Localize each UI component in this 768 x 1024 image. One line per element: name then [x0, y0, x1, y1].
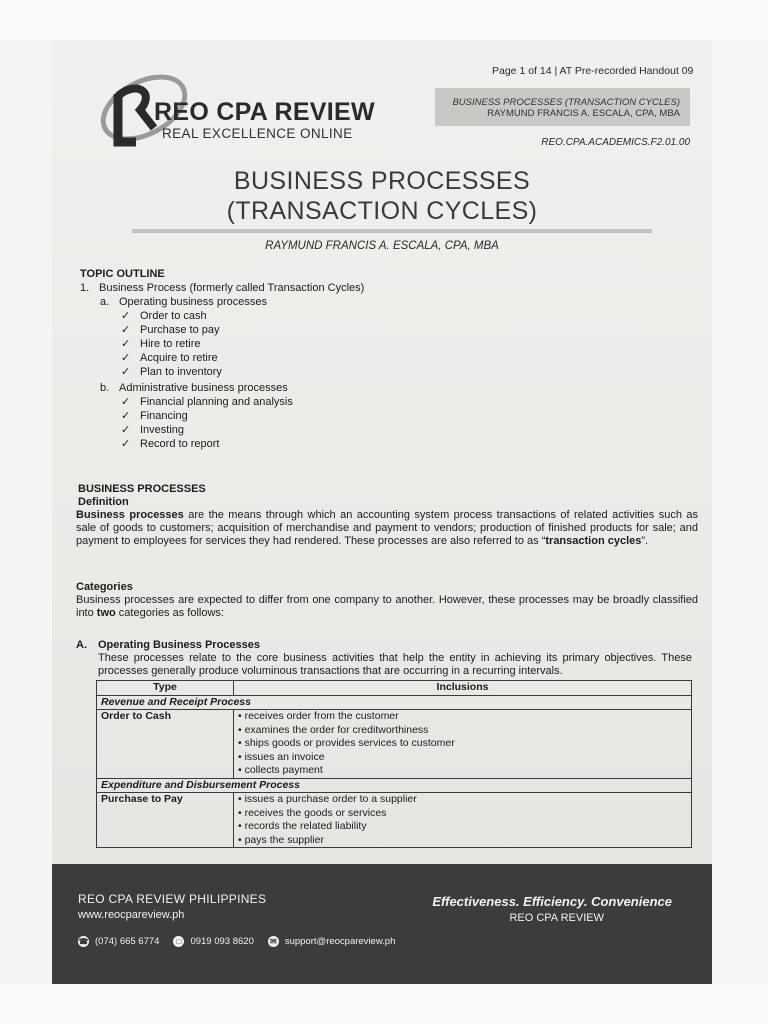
outline-a-item: Purchase to pay	[140, 324, 220, 336]
photo-background-bottom	[0, 984, 768, 1024]
footer-organization: REO CPA REVIEW PHILIPPINES	[78, 892, 267, 906]
definition-end: ”.	[641, 535, 649, 547]
categories-text: Business processes are expected to differ from one company to another. However, these processes may be broadly classified into	[76, 594, 698, 619]
email-icon: ✉	[268, 936, 279, 947]
footer-brand: REO CPA REVIEW	[509, 912, 604, 924]
inclusion-item: • collects payment	[238, 764, 687, 778]
footer-mobile[interactable]: 0919 093 8620	[190, 936, 254, 947]
outline-b-item: Investing	[140, 424, 185, 436]
outline-b-item: Financing	[140, 410, 188, 422]
categories-text-end: categories as follows:	[115, 607, 224, 619]
footer-phone[interactable]: (074) 665 6774	[95, 936, 160, 947]
outline-a-item: Plan to inventory	[140, 366, 222, 378]
outline-item-1: Business Process (formerly called Transaction Cycles)	[99, 282, 365, 294]
inclusion-item: • issues a purchase order to a supplier	[238, 793, 687, 807]
definition-paragraph	[76, 509, 698, 548]
outline-a-item: Hire to retire	[140, 338, 201, 350]
table-type-cell: Order to Cash	[97, 710, 234, 779]
table-section-label: Expenditure and Disbursement Process	[97, 778, 692, 793]
check-icon: ✓	[121, 410, 131, 422]
definition-term-2: transaction cycles	[545, 535, 642, 547]
check-icon: ✓	[121, 352, 131, 364]
header-title-box	[435, 88, 690, 126]
inclusion-item: • issues an invoice	[238, 751, 687, 765]
outline-item-number: 1.	[80, 282, 90, 294]
section-a-letter: A.	[76, 639, 87, 651]
mobile-icon: □	[173, 936, 184, 947]
title-divider	[132, 229, 652, 233]
check-icon: ✓	[121, 310, 131, 322]
reo-logo	[96, 58, 375, 148]
check-icon: ✓	[121, 366, 131, 378]
outline-letter-a: a.	[100, 296, 110, 308]
outline-letter-b: b.	[100, 382, 110, 394]
categories-heading: Categories	[76, 581, 133, 593]
outline-sub-b: Administrative business processes	[119, 382, 288, 394]
categories-paragraph	[76, 594, 698, 620]
document-title	[52, 166, 712, 226]
page-footer	[52, 864, 712, 984]
outline-sub-a: Operating business processes	[119, 296, 267, 308]
header-box-title: BUSINESS PROCESSES (TRANSACTION CYCLES)	[452, 97, 680, 108]
column-header-type: Type	[97, 681, 234, 696]
inclusion-item: • pays the supplier	[238, 834, 687, 848]
document-code: REO.CPA.ACADEMICS.F2.01.00	[541, 137, 690, 148]
check-icon: ✓	[121, 424, 131, 436]
phone-icon: ☎	[78, 937, 89, 946]
brand-name: REO CPA REVIEW	[154, 98, 375, 126]
brand-tagline: REAL EXCELLENCE ONLINE	[162, 126, 353, 141]
footer-slogan: Effectiveness. Efficiency. Convenience	[432, 894, 672, 909]
check-icon: ✓	[121, 438, 131, 450]
header-box-author: RAYMUND FRANCIS A. ESCALA, CPA, MBA	[487, 108, 680, 119]
inclusion-item: • examines the order for creditworthiness	[238, 724, 687, 738]
table-header-row	[97, 681, 692, 696]
outline-a-item: Acquire to retire	[140, 352, 218, 364]
handout-page	[52, 40, 712, 984]
section-a-paragraph: These processes relate to the core business activities that help the entity in achieving its primary objectives. These processes generally produce voluminous transactions that are occurring in a recurring intervals.	[98, 652, 692, 677]
table-inclusions-cell	[234, 793, 692, 848]
footer-email[interactable]: support@reocpareview.ph	[284, 936, 396, 947]
table-section-row	[97, 695, 692, 710]
inclusion-item: • ships goods or provides services to customer	[238, 737, 687, 751]
outline-a-item: Order to cash	[140, 310, 207, 322]
process-table	[96, 680, 692, 848]
footer-contacts	[78, 936, 395, 947]
photo-background-left	[0, 40, 52, 984]
table-row	[97, 710, 692, 779]
check-icon: ✓	[121, 324, 131, 336]
table-type-cell: Purchase to Pay	[97, 793, 234, 848]
inclusion-item: • receives the goods or services	[238, 807, 687, 821]
page-info: Page 1 of 14 | AT Pre-recorded Handout 09	[492, 65, 694, 77]
photo-background-right	[712, 40, 768, 984]
table-inclusions-cell	[234, 710, 692, 779]
footer-website-link[interactable]: www.reocpareview.ph	[78, 909, 185, 921]
section-a-heading: Operating Business Processes	[98, 639, 261, 651]
photo-background-top	[0, 0, 768, 40]
categories-count: two	[96, 607, 116, 619]
column-header-inclusions: Inclusions	[234, 681, 692, 696]
check-icon: ✓	[121, 338, 131, 350]
outline-b-item: Record to report	[140, 438, 220, 450]
section-heading: BUSINESS PROCESSES	[78, 483, 206, 495]
inclusion-item: • records the related liability	[238, 820, 687, 834]
title-line-2: (TRANSACTION CYCLES)	[226, 197, 538, 225]
title-line-1: BUSINESS PROCESSES	[233, 167, 531, 195]
definition-text: are the means through which an accounting system process transactions of related activities such as sale of goods to customers; acquisition of merchandise and payment to vendors; production of finished products for sale; and payment to employees for services they had rendered. These processes are also referred to as “	[76, 509, 699, 547]
inclusion-item: • receives order from the customer	[238, 710, 687, 724]
check-icon: ✓	[121, 396, 131, 408]
definition-heading: Definition	[78, 496, 129, 508]
table-section-row	[97, 778, 692, 793]
author-line: RAYMUND FRANCIS A. ESCALA, CPA, MBA	[265, 240, 499, 252]
outline-heading: TOPIC OUTLINE	[80, 268, 165, 280]
definition-term: Business processes	[76, 509, 184, 521]
table-row	[97, 793, 692, 848]
table-section-label: Revenue and Receipt Process	[97, 695, 692, 710]
outline-b-item: Financial planning and analysis	[140, 396, 293, 408]
